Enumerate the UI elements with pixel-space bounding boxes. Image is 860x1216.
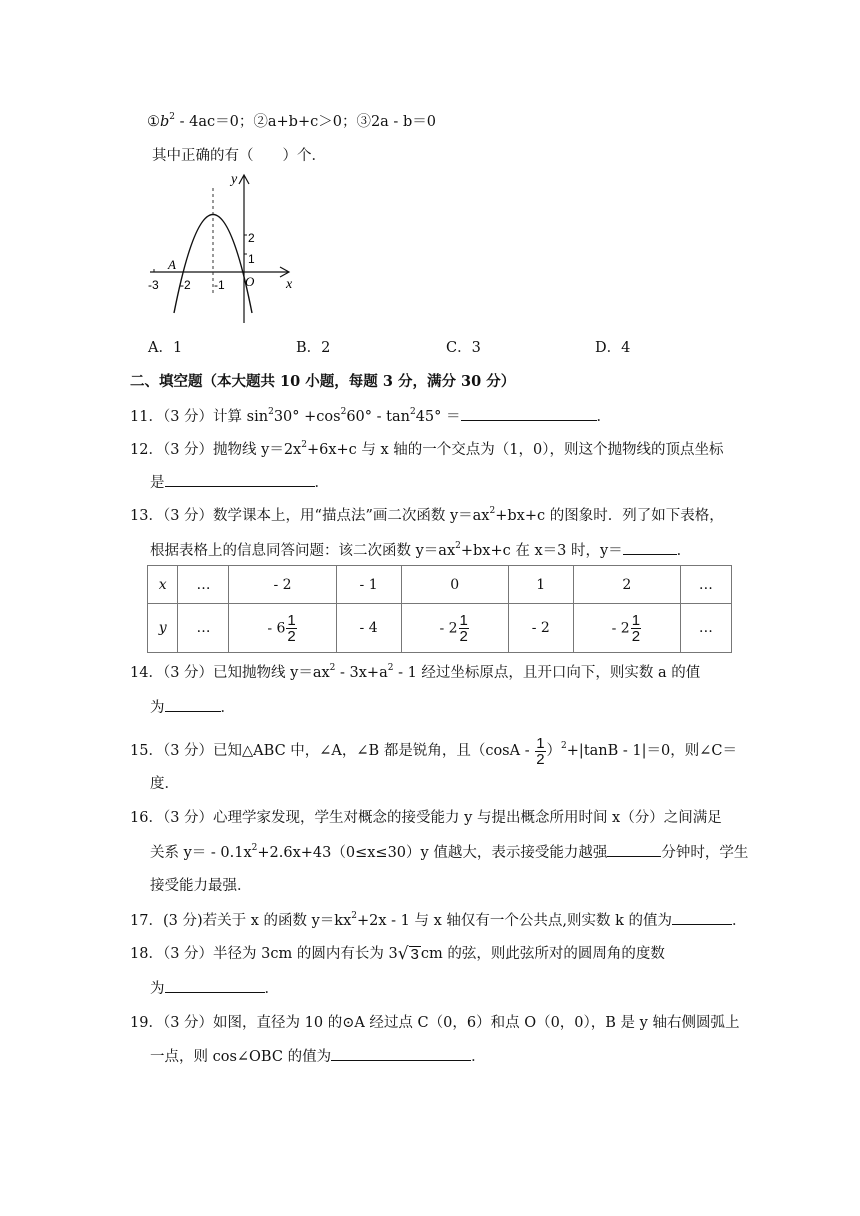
question-15-line1: 15．（3 分）已知△ABC 中，∠A，∠B 都是锐角，且（cosA ‑ $\frac{1}{2}$ ）$^2$+|tanB ‑ 1|＝0，则∠C＝	[130, 734, 737, 768]
option-d: D．4	[595, 340, 631, 356]
table-row	[148, 566, 732, 604]
fraction-half: $\frac{1}{2}$	[536, 734, 545, 768]
option-b: B．2	[296, 340, 331, 356]
origin-label: O	[245, 274, 255, 289]
y-axis-label: y	[231, 172, 238, 187]
question-19-line2: 一点，则 cos∠OBC 的值为 ．	[150, 1046, 486, 1067]
question-19-line1: 19．（3 分）如图，直径为 10 的⊙A 经过点 C（0，6）和点 O（0，0），B 是 y 轴右侧圆弧上	[130, 1015, 740, 1031]
parabola-graph	[140, 168, 310, 328]
tick-neg3: -3	[148, 278, 159, 292]
question-18-line2: 为 ．	[150, 978, 279, 999]
fraction-half: $\frac{1}{2}$	[631, 611, 641, 645]
table-cell: …	[680, 566, 731, 604]
fraction-half: $\frac{1}{2}$	[287, 611, 296, 645]
tick-2: 2	[248, 231, 255, 245]
table-row	[148, 604, 732, 653]
table-cell: …	[680, 604, 731, 653]
question-17: 17．(3 分)若关于 x 的函数 $y=kx^2+2x$ ‑ 1 与 x 轴仅有一个公共点,则实数 k 的值为 ．	[130, 911, 747, 929]
question-11: 11．（3 分）计算 $\sin^230^\circ +\cos^260^\circ$ ‑ $\tan^245^\circ$ ＝ ．	[130, 407, 611, 425]
answer-blank[interactable]	[165, 472, 315, 487]
question-16-line1: 16．（3 分）心理学家发现，学生对概念的接受能力 y 与提出概念所用时间 x（分）之间满足	[130, 810, 722, 826]
answer-blank[interactable]	[672, 910, 732, 925]
q10-question: 其中正确的有（ ）个．	[152, 148, 326, 164]
option-a: A．1	[148, 340, 183, 356]
question-16-line2: 关系 y＝ ‑ $0.1x^2+2.6x+43(0\le x\le 30)y$ 值越大，表示接受能力越强 分钟时，学生	[150, 843, 749, 861]
table-cell: ‑ 1	[336, 566, 401, 604]
answer-blank[interactable]	[607, 842, 661, 857]
x-axis-label: x	[286, 277, 293, 292]
table-cell: …	[178, 566, 229, 604]
question-16-line3: 接受能力最强．	[150, 878, 252, 894]
option-c: C．3	[446, 340, 481, 356]
table-cell: 2	[573, 566, 680, 604]
sqrt-symbol: √ 3	[397, 943, 419, 964]
question-18-line1: 18．（3 分）半径为 3cm 的圆内有长为 3 √ 3 cm 的弦，则此弦所对的圆周角的度数	[130, 943, 665, 964]
answer-blank[interactable]	[165, 697, 221, 712]
table-cell: ‑ 2	[508, 604, 573, 653]
table-cell: y	[148, 604, 178, 653]
question-14-line1: 14．（3 分）已知抛物线 $y=ax^2$ ‑ $3x+a^2$ ‑ 1 经过坐标原点，且开口向下，则实数 a 的值	[130, 663, 701, 681]
tick-1: 1	[248, 252, 255, 266]
table-cell: ‑ 2 $\frac{1}{2}$	[573, 604, 680, 653]
table-cell: ‑ 2 $\frac{1}{2}$	[401, 604, 508, 653]
table-cell: 1	[508, 566, 573, 604]
q10-statements: $①b^2$ ‑ 4ac＝0；②a+b+c＞0；③2a ‑ b＝0	[147, 112, 436, 130]
answer-blank[interactable]	[165, 978, 265, 993]
question-12-line2: 是 ．	[150, 472, 329, 493]
question-14-line2: 为 ．	[150, 697, 235, 718]
section-heading: 二、填空题（本大题共 10 小题，每题 3 分，满分 30 分）	[130, 373, 516, 390]
point-a-label: A	[168, 257, 176, 272]
table-cell: x	[148, 566, 178, 604]
values-table	[147, 565, 732, 653]
answer-blank[interactable]	[461, 406, 597, 421]
tick-neg2: -2	[180, 278, 191, 292]
table-cell: 0	[401, 566, 508, 604]
fraction-half: $\frac{1}{2}$	[459, 611, 468, 645]
answer-blank[interactable]	[623, 540, 677, 555]
question-15-line2: 度．	[150, 776, 179, 792]
answer-blank[interactable]	[331, 1046, 471, 1061]
table-cell: ‑ 2	[229, 566, 336, 604]
tick-neg1: -1	[214, 278, 225, 292]
table-cell: ‑ 4	[336, 604, 401, 653]
table-cell: …	[178, 604, 229, 653]
question-12-line1: 12．（3 分）抛物线 $y=2x^2+6x+c$ 与 x 轴的一个交点为（1，0），则这个抛物线的顶点坐标	[130, 440, 724, 458]
question-13-line1: 13．（3 分）数学课本上，用“描点法”画二次函数 $y=ax^2+bx+c$ 的图象时．列了如下表格，	[130, 506, 724, 524]
question-13-line2: 根据表格上的信息同答问题：该二次函数 $y=ax^2+bx+c$ 在 x＝3 时，y＝ ．	[150, 541, 692, 559]
table-cell: ‑ 6 $\frac{1}{2}$	[229, 604, 336, 653]
